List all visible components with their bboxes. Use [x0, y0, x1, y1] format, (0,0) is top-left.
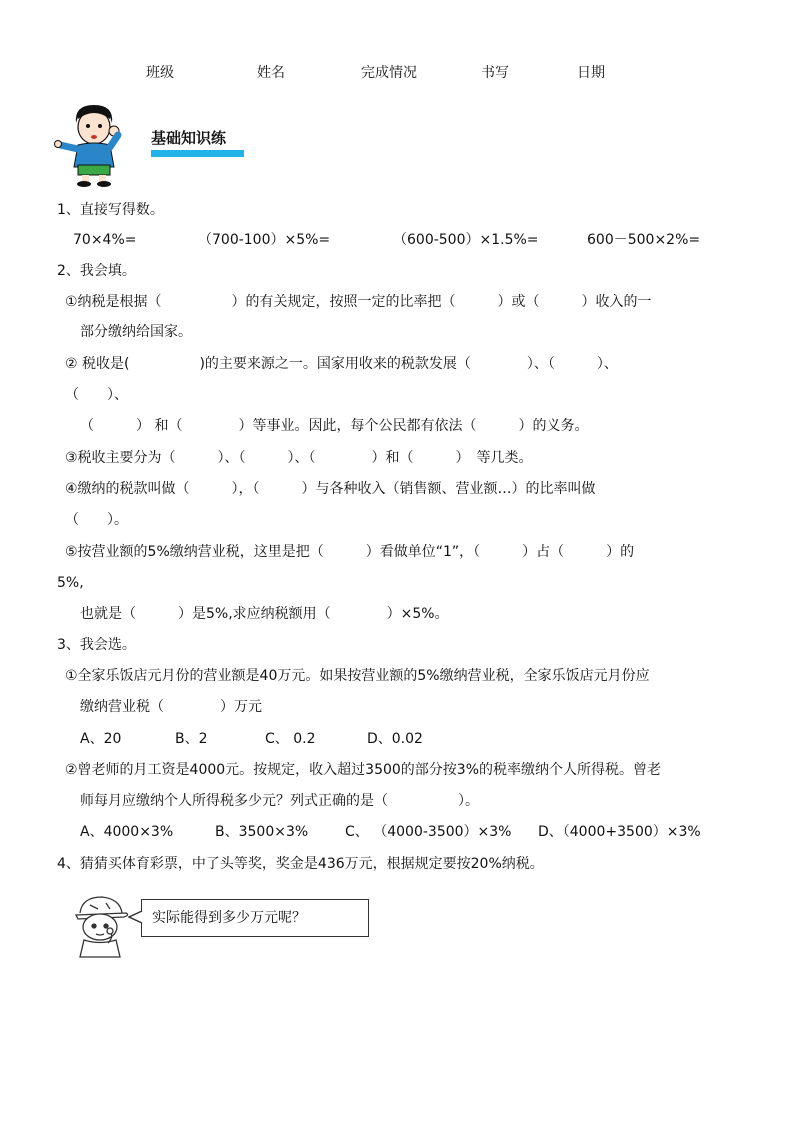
q2-line-11: 也就是（ ）是5%,求应纳税额用（ ）×5%。	[80, 606, 449, 622]
q3-option2-c: C、 （4000-3500）×3%	[345, 824, 512, 840]
q3-line-3: ②曾老师的月工资是4000元。按规定，收入超过3500的部分按3%的税率缴纳个人所得税。曾老	[65, 762, 662, 778]
q2-line-2: 部分缴纳给国家。	[80, 324, 192, 340]
q3-option-d: D、0.02	[367, 731, 423, 747]
q3-option2-a: A、4000×3%	[80, 824, 174, 840]
q4-heading: 4、猜猜买体育彩票，中了头等奖，奖金是436万元，根据规定要按20%纳税。	[57, 856, 544, 872]
writing-label: 书写	[481, 65, 509, 81]
q2-line-3: ② 税收是( )的主要来源之一。国家用收来的税款发展（ ）、（ ）、	[65, 356, 618, 372]
speech-bubble-text: 实际能得到多少万元呢？	[152, 910, 306, 926]
q2-line-9: ⑤按营业额的5%缴纳营业税，这里是把（ ）看做单位“1”，（ ）占（ ）的	[65, 544, 635, 560]
q3-line-4: 师每月应缴纳个人所得税多少元？列式正确的是（ ）。	[80, 793, 479, 809]
class-label: 班级	[146, 65, 174, 81]
q3-option-c: C、 0.2	[265, 731, 316, 747]
thinking-boy-icon	[68, 893, 138, 959]
q2-line-8: （ ）。	[65, 512, 128, 528]
q2-line-7: ④缴纳的税款叫做（ ），（ ）与各种收入（销售额、营业额…）的比率叫做	[65, 481, 596, 497]
completion-label: 完成情况	[361, 65, 417, 81]
speech-bubble	[141, 899, 369, 937]
q2-heading: 2、我会填。	[57, 263, 136, 279]
q3-line-1: ①全家乐饭店元月份的营业额是40万元。如果按营业额的5%缴纳营业税，全家乐饭店元月份应	[65, 668, 650, 684]
q2-line-4: （ ）、	[65, 387, 128, 403]
q3-option2-b: B、3500×3%	[215, 824, 309, 840]
boy-illustration-icon	[54, 101, 134, 187]
speech-bubble-tail-icon	[128, 910, 144, 924]
section-title-underline	[151, 150, 244, 157]
q1-item-4: 600－500×2%=	[587, 232, 701, 248]
name-label: 姓名	[257, 65, 285, 81]
q1-item-3: （600-500）×1.5%=	[393, 232, 539, 248]
q2-line-1: ①纳税是根据（ ）的有关规定，按照一定的比率把（ ）或（ ）收入的一	[65, 294, 652, 310]
q2-line-6: ③税收主要分为（ ）、（ ）、（ ）和（ ） 等几类。	[65, 450, 533, 466]
q3-option2-d: D、（4000+3500）×3%	[538, 824, 701, 840]
q1-item-2: （700-100）×5%=	[198, 232, 331, 248]
q1-item-1: 70×4%=	[73, 232, 137, 248]
date-label: 日期	[577, 65, 605, 81]
q3-option-a: A、20	[80, 731, 122, 747]
q2-line-5: （ ） 和（ ）等事业。因此，每个公民都有依法（ ）的义务。	[80, 418, 589, 434]
section-title: 基础知识练	[151, 129, 227, 147]
q3-heading: 3、我会选。	[57, 637, 136, 653]
q1-heading: 1、直接写得数。	[57, 202, 164, 218]
q3-option-b: B、2	[175, 731, 208, 747]
q3-line-2: 缴纳营业税（ ）万元	[80, 699, 262, 715]
q2-line-10: 5%,	[57, 575, 84, 591]
